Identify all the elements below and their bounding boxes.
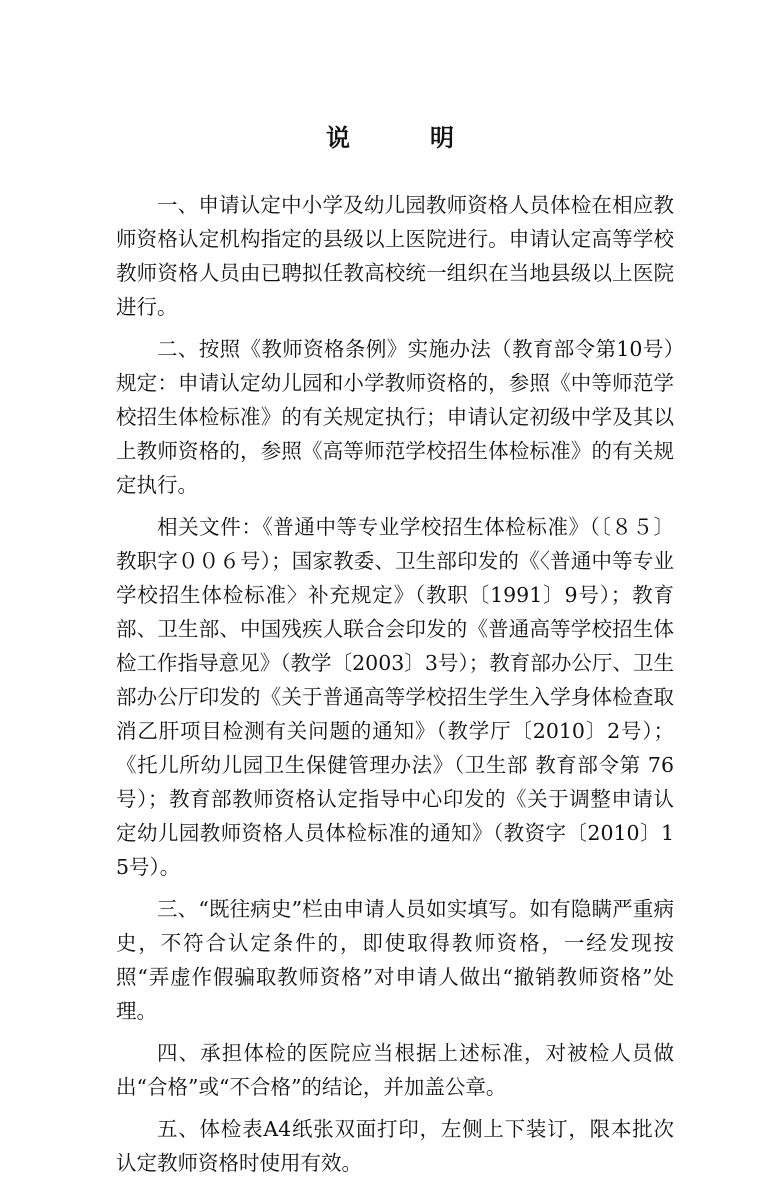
paragraph-4: 三、“既往病史”栏由申请人员如实填写。如有隐瞒严重病史，不符合认定条件的，即使取得教师资格，一经发现按照“弄虚作假骗取教师资格”对申请人做出“撤销教师资格”处理。 xyxy=(116,897,674,1023)
document-body xyxy=(116,188,674,1188)
paragraph-3-related-documents: 相关文件：《普通中等专业学校招生体检标准》（〔８５〕教职字００６号）；国家教委、卫生部印发的《〈普通中等专业学校招生体检标准〉补充规定》（教职〔1991〕9号）；教育部、卫生部、中国残疾人联合会印发的《普通高等学校招生体检工作指导意见》（教学〔2003〕3号）；教育部办公厅、卫生部办公厅印发的《关于普通高等学校招生学生入学身体检查取消乙肝项目检测有关问题的通知》（教学厅〔2010〕2号）；《托儿所幼儿园卫生保健管理办法》（卫生部 教育部令第 76 号）；教育部教师资格认定指导中心印发的《关于调整申请认定幼儿园教师资格人员体检标准的通知》（教资字〔2010〕15号）。 xyxy=(116,515,674,879)
paragraph-1: 一、申请认定中小学及幼儿园教师资格人员体检在相应教师资格认定机构指定的县级以上医院进行。申请认定高等学校教师资格人员由已聘拟任教高校统一组织在当地县级以上医院进行。 xyxy=(116,193,674,319)
paragraph-6: 五、体检表A4纸张双面打印，左侧上下装订，限本批次认定教师资格时使用有效。 xyxy=(116,1117,674,1175)
paragraph-5: 四、承担体检的医院应当根据上述标准，对被检人员做出“合格”或“不合格”的结论，并加盖公章。 xyxy=(116,1041,674,1099)
document-title: 说 明 xyxy=(326,123,482,152)
paragraph-2: 二、按照《教师资格条例》实施办法（教育部令第10号）规定：申请认定幼儿园和小学教师资格的，参照《中等师范学校招生体检标准》的有关规定执行；申请认定初级中学及其以上教师资格的，参照《高等师范学校招生体检标准》的有关规定执行。 xyxy=(116,337,674,497)
